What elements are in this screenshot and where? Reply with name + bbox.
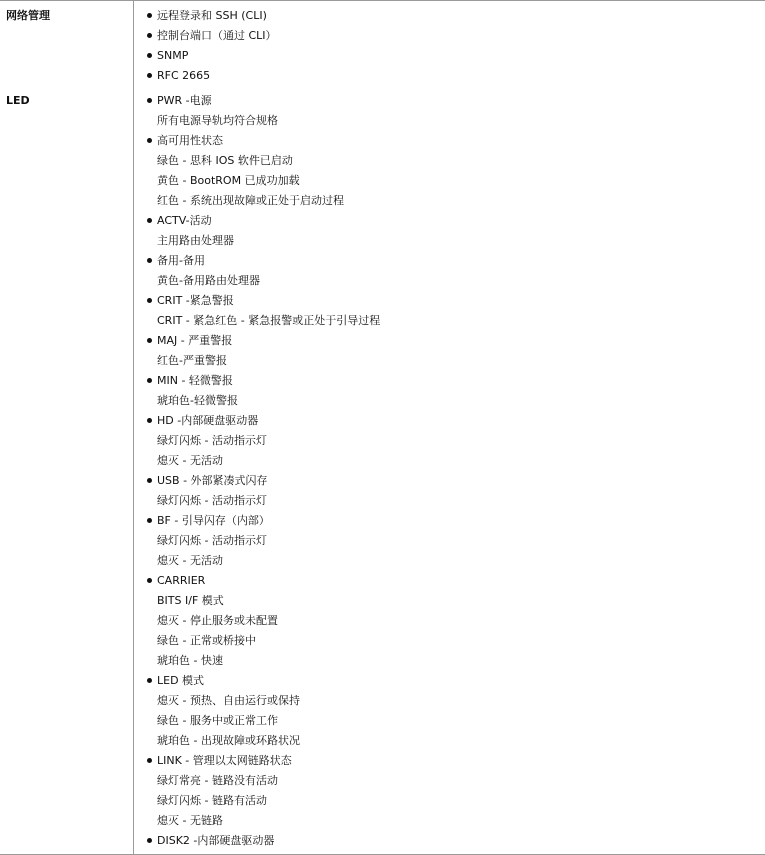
list-item-detail [147,771,765,791]
list-item-detail [147,631,765,651]
row-label: 网络管理 [6,9,50,22]
list-item-detail [147,531,765,551]
list-item-detail [147,351,765,371]
list-item [147,6,765,26]
row-label: LED [6,94,30,107]
list-item-detail [147,151,765,171]
list-item-detail [147,551,765,571]
list-item-text: 熄灭 - 无活动 [157,454,223,467]
list-item-text: 熄灭 - 无链路 [157,814,223,827]
list-item-detail [147,791,765,811]
bullet-icon [147,478,152,483]
bullet-icon [147,838,152,843]
list-item-detail [147,271,765,291]
bullet-icon [147,73,152,78]
list-item-text: 控制台端口（通过 CLI） [157,29,277,42]
list-item-text: 琥珀色-轻微警报 [157,394,238,407]
bullet-icon [147,98,152,103]
list-item-text: 熄灭 - 停止服务或未配置 [157,614,278,627]
list-item [147,331,765,351]
row-content [133,1,765,86]
table-row [0,1,765,86]
list-item-text: HD -内部硬盘驱动器 [157,414,259,427]
list-item [147,411,765,431]
bullet-icon [147,338,152,343]
list-item-text: 绿灯闪烁 - 活动指示灯 [157,534,267,547]
list-item [147,66,765,86]
bullet-icon [147,678,152,683]
list-item-text: 黄色-备用路由处理器 [157,274,260,287]
bullet-icon [147,418,152,423]
list-item [147,831,765,851]
list-item-text: 琥珀色 - 出现故障或环路状况 [157,734,300,747]
list-item-text: BF - 引导闪存（内部） [157,514,270,527]
list-item-detail [147,191,765,211]
table-row [0,86,765,851]
list-item-text: USB - 外部紧凑式闪存 [157,474,268,487]
bullet-icon [147,578,152,583]
list-item-text: BITS I/F 模式 [157,594,224,607]
list-item-detail [147,731,765,751]
list-item-text: 绿色 - 正常或桥接中 [157,634,256,647]
list-item-text: SNMP [157,49,189,62]
list-item-detail [147,451,765,471]
list-item-detail [147,231,765,251]
bullet-icon [147,378,152,383]
list-item [147,26,765,46]
list-item-text: 主用路由处理器 [157,234,234,247]
list-item [147,211,765,231]
list-item-detail [147,811,765,831]
list-item [147,131,765,151]
list-item-detail [147,491,765,511]
bullet-icon [147,13,152,18]
list-item-text: DISK2 -内部硬盘驱动器 [157,834,275,847]
list-item [147,91,765,111]
list-item-text: 绿灯闪烁 - 活动指示灯 [157,434,267,447]
list-item-text: 高可用性状态 [157,134,223,147]
row-content [133,86,765,851]
list-item-text: 熄灭 - 无活动 [157,554,223,567]
list-item-text: 所有电源导轨均符合规格 [157,114,278,127]
bullet-icon [147,258,152,263]
list-item-text: 备用-备用 [157,254,205,267]
list-item-detail [147,651,765,671]
list-item [147,571,765,591]
list-item-text: LED 模式 [157,674,205,687]
list-item-text: RFC 2665 [157,69,211,82]
list-item-text: 熄灭 - 预热、自由运行或保持 [157,694,300,707]
list-item-text: 红色-严重警报 [157,354,227,367]
bullet-icon [147,218,152,223]
bullet-icon [147,53,152,58]
list-item-text: ACTV-活动 [157,214,212,227]
table-body [0,1,765,851]
list-item-text: 黄色 - BootROM 已成功加载 [157,174,300,187]
list-item-text: CARRIER [157,574,206,587]
list-item-detail [147,311,765,331]
list-item-detail [147,591,765,611]
list-item [147,371,765,391]
list-item-detail [147,711,765,731]
list-item-text: 琥珀色 - 快速 [157,654,223,667]
list-item-text: 远程登录和 SSH (CLI) [157,9,267,22]
list-item-text: 绿灯常亮 - 链路没有活动 [157,774,278,787]
list-item-text: 绿灯闪烁 - 活动指示灯 [157,494,267,507]
list-item-detail [147,431,765,451]
list-item-detail [147,691,765,711]
bullet-icon [147,138,152,143]
list-item [147,251,765,271]
bullet-icon [147,33,152,38]
list-item-text: CRIT -紧急警报 [157,294,234,307]
list-item-text: LINK - 管理以太网链路状态 [157,754,292,767]
list-item [147,511,765,531]
list-item-text: 红色 - 系统出现故障或正处于启动过程 [157,194,344,207]
list-item [147,46,765,66]
list-item-detail [147,611,765,631]
bullet-icon [147,758,152,763]
list-item-text: 绿灯闪烁 - 链路有活动 [157,794,267,807]
list-item [147,671,765,691]
bullet-icon [147,298,152,303]
list-item-text: MAJ - 严重警报 [157,334,233,347]
list-item-text: 绿色 - 思科 IOS 软件已启动 [157,154,293,167]
list-item-text: PWR -电源 [157,94,212,107]
list-item-text: MIN - 轻微警报 [157,374,233,387]
list-item-text: CRIT - 紧急红色 - 紧急报警或正处于引导过程 [157,314,381,327]
list-item-text: 绿色 - 服务中或正常工作 [157,714,278,727]
bullet-icon [147,518,152,523]
list-item-detail [147,391,765,411]
list-item-detail [147,171,765,191]
list-item [147,471,765,491]
list-item-detail [147,111,765,131]
list-item [147,751,765,771]
list-item [147,291,765,311]
